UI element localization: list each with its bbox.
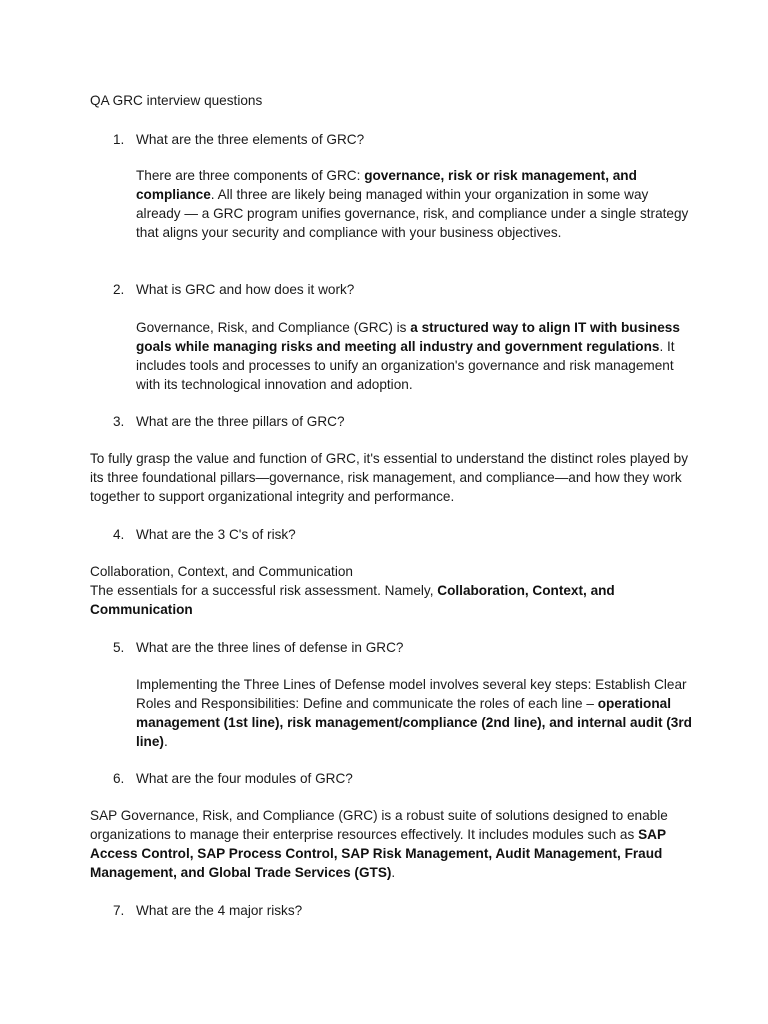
answer-text: . All three are likely being managed within your organization in some way already — a GRC program unifies governance, risk, and compliance under a single strategy that aligns your security and compliance with your business objectives.: [136, 187, 689, 240]
answer-text: Governance, Risk, and Compliance (GRC) is: [136, 320, 411, 335]
question-text: What are the four modules of GRC?: [136, 771, 353, 786]
answer-bold: operational management (1st line), risk management/compliance (2nd line), and internal audit (3rd line): [136, 696, 692, 749]
question-number: 3.: [113, 414, 125, 429]
answer-bold: a structured way to align IT with business goals while managing risks and meeting all industry and government regulations: [136, 320, 680, 354]
question-number: 2.: [113, 282, 125, 297]
question-number: 6.: [113, 771, 125, 786]
answer-paragraph: [136, 166, 696, 242]
answer-text: .: [391, 865, 396, 880]
question-text: What are the 4 major risks?: [136, 903, 303, 918]
question-number: 4.: [113, 527, 125, 542]
answer-text: . It includes tools and processes to unify an organization's governance and risk management with its technological innovation and adoption.: [136, 339, 675, 392]
answer-text: The essentials for a successful risk assessment. Namely,: [90, 583, 438, 598]
answer-paragraph: [90, 581, 635, 619]
answer-paragraph: [136, 675, 696, 751]
answer-paragraph: To fully grasp the value and function of GRC, it's essential to understand the distinct roles played by its three foundational pillars—governance, risk management, and compliance—and how they work together to support organizational integrity and performance.: [90, 451, 689, 504]
question-text: What are the three lines of defense in GRC?: [136, 640, 404, 655]
question-number: 7.: [113, 903, 125, 918]
document-title: QA GRC interview questions: [90, 93, 263, 108]
answer-line: Collaboration, Context, and Communication: [90, 564, 353, 579]
question-text: What are the three elements of GRC?: [136, 132, 365, 147]
answer-text: .: [163, 734, 168, 749]
answer-text: Implementing the Three Lines of Defense model involves several key steps: Establish Clear Roles and Responsibilities: Define and communicate the roles of each line –: [136, 677, 687, 711]
answer-text: There are three components of GRC:: [136, 168, 365, 183]
answer-text: SAP Governance, Risk, and Compliance (GRC) is a robust suite of solutions designed to enable organizations to manage their enterprise resources effectively. It includes modules such as: [90, 808, 668, 842]
question-text: What are the 3 C's of risk?: [136, 527, 296, 542]
answer-bold: Collaboration, Context, and Communication: [90, 583, 615, 617]
question-text: What are the three pillars of GRC?: [136, 414, 345, 429]
question-number: 1.: [113, 132, 125, 147]
answer-paragraph: [136, 318, 696, 394]
question-number: 5.: [113, 640, 125, 655]
question-text: What is GRC and how does it work?: [136, 282, 355, 297]
answer-bold: governance, risk or risk management, and compliance: [136, 168, 637, 202]
answer-bold: SAP Access Control, SAP Process Control, SAP Risk Management, Audit Management, Fraud Management, and Global Trade Services (GTS): [90, 827, 666, 880]
answer-paragraph: [90, 806, 680, 882]
